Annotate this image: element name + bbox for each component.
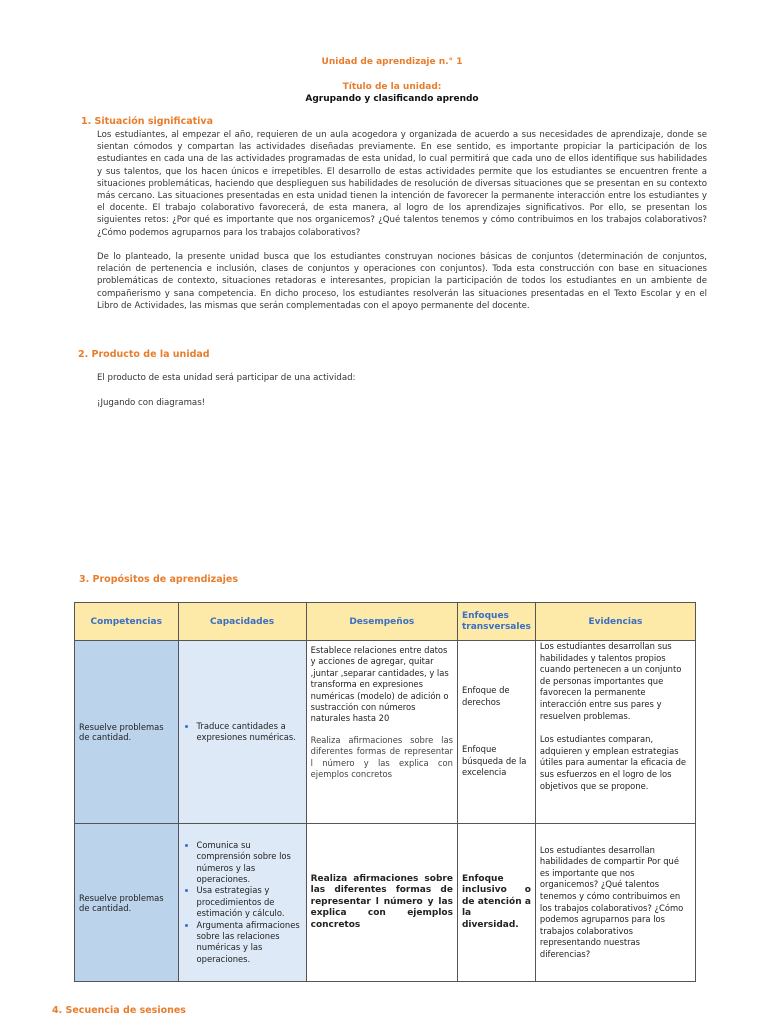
col-header-desempenos: Desempeños [306, 603, 457, 641]
desempeno-text: Realiza afirmaciones sobre las diferentes formas de representar l número y las explica con ejemplos concretos [310, 734, 453, 780]
competencia-text: Resuelve problemas de cantidad. [79, 722, 164, 742]
evidencia-text: Los estudiantes desarrollan habilidades de compartir Por qué es importante que nos organicemos? ¿Qué talentos tenemos y cómo contribuimos en los trabajos colaborativos? ¿Cómo podemos agruparnos para los trabajos colaborativos representando nuestras diferencias? [539, 844, 684, 959]
competencia-cell [75, 824, 179, 982]
desempeno-text: Realiza afirmaciones sobre las diferentes formas de representar l número y las explica con ejemplos concretos [310, 873, 453, 930]
section-2-heading: 2. Producto de la unidad [78, 349, 210, 360]
enfoque-text: Enfoque inclusivo o de atención a la diversidad. [461, 873, 531, 930]
unit-label: Unidad de aprendizaje n.° 1 [321, 57, 463, 67]
situation-paragraph-1: Los estudiantes, al empezar el año, requieren de un aula acogedora y organizada de acuerdo a sus necesidades de aprendizaje, donde se sientan cómodos y compartan las actividades diseñadas previamente. En ese sentido, es importante propiciar la participación de los estudiantes en cada una de las actividades programadas de esta unidad, lo cual permitirá que cada uno de ellos identifique sus habilidades y sus talentos, que los hacen únicos e irrepetibles. El desarrollo de estas actividades permite que los estudiantes se encuentren frente a situaciones problemáticas, haciendo que desplieguen sus habilidades de resolución de diversas situaciones que se presentan en su contexto más cercano. Las situaciones presentadas en esta unidad tienen la intención de favorecer la permanente interacción entre los estudiantes y el docente. El trabajo colaborativo favorecerá, de esta manera, al logro de los aprendizajes significativos. Por ello, se presentan los siguientes retos: ¿Por qué es importante que nos organicemos? ¿Qué talentos tenemos y cómo contribuimos en los trabajos colaborativos? ¿Cómo podemos agruparnos para los trabajos colaborativos? [97, 130, 707, 238]
section-4-heading: 4. Secuencia de sesiones [52, 1005, 186, 1016]
enfoques-cell [457, 824, 535, 982]
enfoque-text: Enfoque búsqueda de la excelencia [461, 744, 527, 778]
table-row [75, 824, 696, 982]
product-line-1: El producto de esta unidad será participar de una actividad: [97, 373, 356, 383]
capacidad-item: • Traduce cantidades a expresiones numéricas. [197, 721, 302, 744]
capacidades-cell [178, 824, 306, 982]
section-3-heading: 3. Propósitos de aprendizajes [79, 574, 238, 585]
section-1-heading: 1. Situación significativa [81, 116, 214, 127]
situation-paragraph-2: De lo planteado, la presente unidad busca que los estudiantes construyan nociones básicas de conjuntos (determinación de conjuntos, relación de pertenencia e inclusión, clases de conjuntos y operaciones con conjuntos). Toda esta construcción con base en situaciones problemáticas de contexto, situaciones retadoras e interesantes, propician la participación de todos los estudiantes en un ambiente de compañerismo y sana competencia. En dicho proceso, los estudiantes resolverán las situaciones presentadas en el Texto Escolar y en el Libro de Actividades, las mismas que serán complementadas con el apoyo permanente del docente. [97, 252, 707, 311]
col-header-capacidades: Capacidades [178, 603, 306, 641]
purposes-table [74, 602, 696, 982]
unit-title: Agrupando y clasificando aprendo [305, 94, 479, 104]
col-header-evidencias: Evidencias [535, 603, 695, 641]
enfoques-cell [457, 641, 535, 824]
col-header-enfoques: Enfoques transversales [457, 603, 535, 641]
evidencias-cell [535, 641, 695, 824]
desempeno-text: Establece relaciones entre datos y acciones de agregar, quitar ,juntar ,separar cantidades, y las transforma en expresiones numéricas (modelo) de adición o sustracción con números naturales hasta 20 [310, 645, 449, 724]
desempenos-cell [306, 641, 457, 824]
capacidad-item: • Usa estrategias y procedimientos de estimación y cálculo. [197, 885, 302, 919]
col-header-competencias: Competencias [75, 603, 179, 641]
competencia-text: Resuelve problemas de cantidad. [79, 892, 164, 913]
table-header-row [75, 603, 696, 641]
evidencias-cell [535, 824, 695, 982]
enfoque-text: Enfoque de derechos [461, 685, 510, 707]
capacidad-item: • Argumenta afirmaciones sobre las relaciones numéricas y las operaciones. [197, 920, 302, 966]
capacidades-cell [178, 641, 306, 824]
product-line-2: ¡Jugando con diagramas! [97, 398, 206, 408]
table-row [75, 641, 696, 824]
evidencia-text: Los estudiantes comparan, adquieren y emplean estrategias útiles para aumentar la eficacia de sus esfuerzos en el logro de los objetivos que se propone. [539, 734, 687, 791]
unit-title-label: Título de la unidad: [342, 82, 442, 92]
desempenos-cell [306, 824, 457, 982]
capacidad-item: • Comunica su comprensión sobre los números y las operaciones. [197, 840, 302, 886]
evidencia-text: Los estudiantes desarrollan sus habilidades y talentos propios cuando pertenecen a un conjunto de personas importantes que favorecen la permanente interacción entre sus pares y resuelven problemas. [539, 641, 682, 721]
competencia-cell [75, 641, 179, 824]
